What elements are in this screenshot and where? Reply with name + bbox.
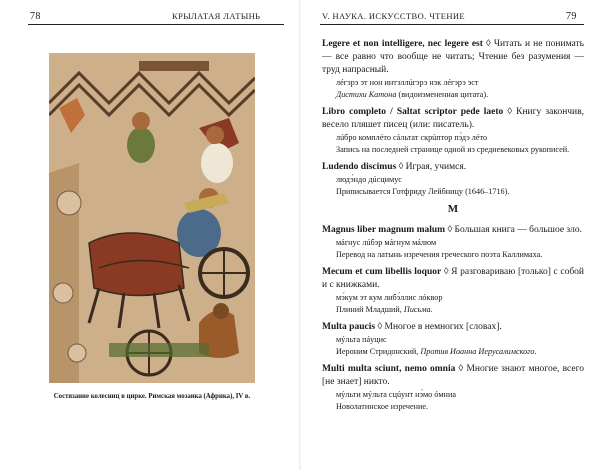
latin-phrase: Magnus liber magnum malum: [322, 225, 446, 235]
entry-source: [322, 144, 584, 156]
transliteration: мýльти мýльта сцúунт нэ́мо óмниа: [336, 390, 456, 399]
source-note: Запись на последней странице одной из средневековых рукописей.: [336, 144, 570, 154]
entry-headword-line: [322, 321, 584, 334]
dictionary-entry: [322, 266, 584, 315]
entry-source: [322, 401, 584, 413]
russian-translation: Играя, учимся.: [405, 162, 467, 172]
entry-source: [322, 304, 584, 316]
separator-glyph: ◊: [445, 225, 455, 235]
header-rule-left: [28, 24, 284, 25]
latin-phrase: Libro completo / Saltat scriptor pede laeto: [322, 107, 504, 117]
transliteration: мýльта пáуцис: [336, 335, 387, 344]
entry-headword-line: [322, 363, 584, 389]
separator-glyph: ◊: [503, 107, 517, 117]
latin-phrase: Legere et non intelligere, nec legere est: [322, 39, 483, 49]
source-note: Перевод на латынь изречения греческого поэта Каллимаха.: [336, 249, 543, 259]
running-head-right: V. НАУКА. ИСКУССТВО. ЧТЕНИЕ: [322, 11, 465, 21]
separator-glyph: ◊: [482, 39, 494, 49]
dictionary-entry: [322, 363, 584, 412]
section-letter: M: [447, 203, 459, 215]
source-note: Новолатинское изречение.: [336, 401, 429, 411]
transliteration: лúбро комплéто сáльтат скрúптор пэ́дэ лéто: [336, 133, 488, 142]
page-number-right: 79: [566, 11, 577, 22]
transliteration: людэ́ндо дúсцимус: [336, 175, 402, 184]
source-title: Дистихи Катона: [336, 89, 397, 99]
separator-glyph: ◊: [375, 322, 385, 332]
entry-headword-line: [322, 266, 584, 292]
source-note: Приписывается Готфриду Лейбницу (1646–1716).: [336, 186, 510, 196]
source-title: Против Иоанна Иерусалимского: [420, 346, 535, 356]
latin-phrase: Multi multa sciunt, nemo omnia: [322, 364, 456, 374]
latin-phrase: Ludendo discimus: [322, 162, 397, 172]
latin-phrase: Mecum et cum libellis loquor: [322, 267, 442, 277]
illustration-caption: Состязание колесниц в цирке. Римская мозаика (Африка), IV в.: [53, 393, 251, 400]
entries-before-letter: [322, 38, 584, 197]
separator-glyph: ◊: [455, 364, 467, 374]
dictionary-entry: [322, 321, 584, 357]
entry-source: [322, 249, 584, 261]
dictionary-entries: [322, 38, 584, 418]
source-note: (видоизмененная цитата).: [396, 89, 489, 99]
right-page: [300, 0, 600, 470]
entry-headword-line: [322, 106, 584, 132]
dictionary-entry: [322, 38, 584, 100]
entry-headword-line: [322, 38, 584, 77]
transliteration: лéгэрэ эт нон интэллúгэрэ нэк лéгэрэ эст: [336, 78, 479, 87]
russian-translation: Большая книга — большое зло.: [454, 225, 583, 235]
entry-headword-line: [322, 224, 584, 237]
page-number-left: 78: [30, 11, 41, 22]
source-note: .: [430, 304, 433, 314]
dictionary-entry: [322, 224, 584, 260]
russian-translation: Я разговариваю [только] с собой и с книжками.: [322, 267, 584, 290]
russian-translation: Многие знают многое, всего [не знает] никто.: [322, 364, 585, 387]
chariot-mosaic-image: [49, 53, 255, 383]
entry-headword-line: [322, 161, 584, 174]
source-author: Плиний Младший,: [336, 304, 404, 314]
russian-translation: Читать и не понимать — все равно что вообще не читать; Чтение без разумения — труд напрасный.: [322, 39, 584, 75]
separator-glyph: ◊: [396, 162, 406, 172]
transliteration: мэ́кум эт кум либэ́ллис лóквор: [336, 293, 443, 302]
entry-source: [322, 186, 584, 198]
header-rule-right: [320, 24, 584, 25]
source-note: .: [534, 346, 537, 356]
transliteration: мáгнус лúбэр мáгнум мáлюм: [336, 238, 437, 247]
running-head-left: КРЫЛАТАЯ ЛАТЫНЬ: [172, 11, 261, 21]
entry-source: [322, 89, 584, 101]
source-title: Письма: [403, 304, 431, 314]
mosaic-illustration: [49, 53, 255, 383]
entry-source: [322, 346, 584, 358]
russian-translation: Книгу закончив, весело пляшет писец (или: писатель).: [322, 107, 584, 130]
dictionary-entry: [322, 106, 584, 155]
latin-phrase: Multa paucis: [322, 322, 376, 332]
separator-glyph: ◊: [441, 267, 452, 277]
entries-after-letter: [322, 224, 584, 412]
dictionary-entry: [322, 161, 584, 197]
source-author: Иероним Стридонский,: [336, 346, 421, 356]
russian-translation: Многое в немногих [словах].: [384, 322, 502, 332]
